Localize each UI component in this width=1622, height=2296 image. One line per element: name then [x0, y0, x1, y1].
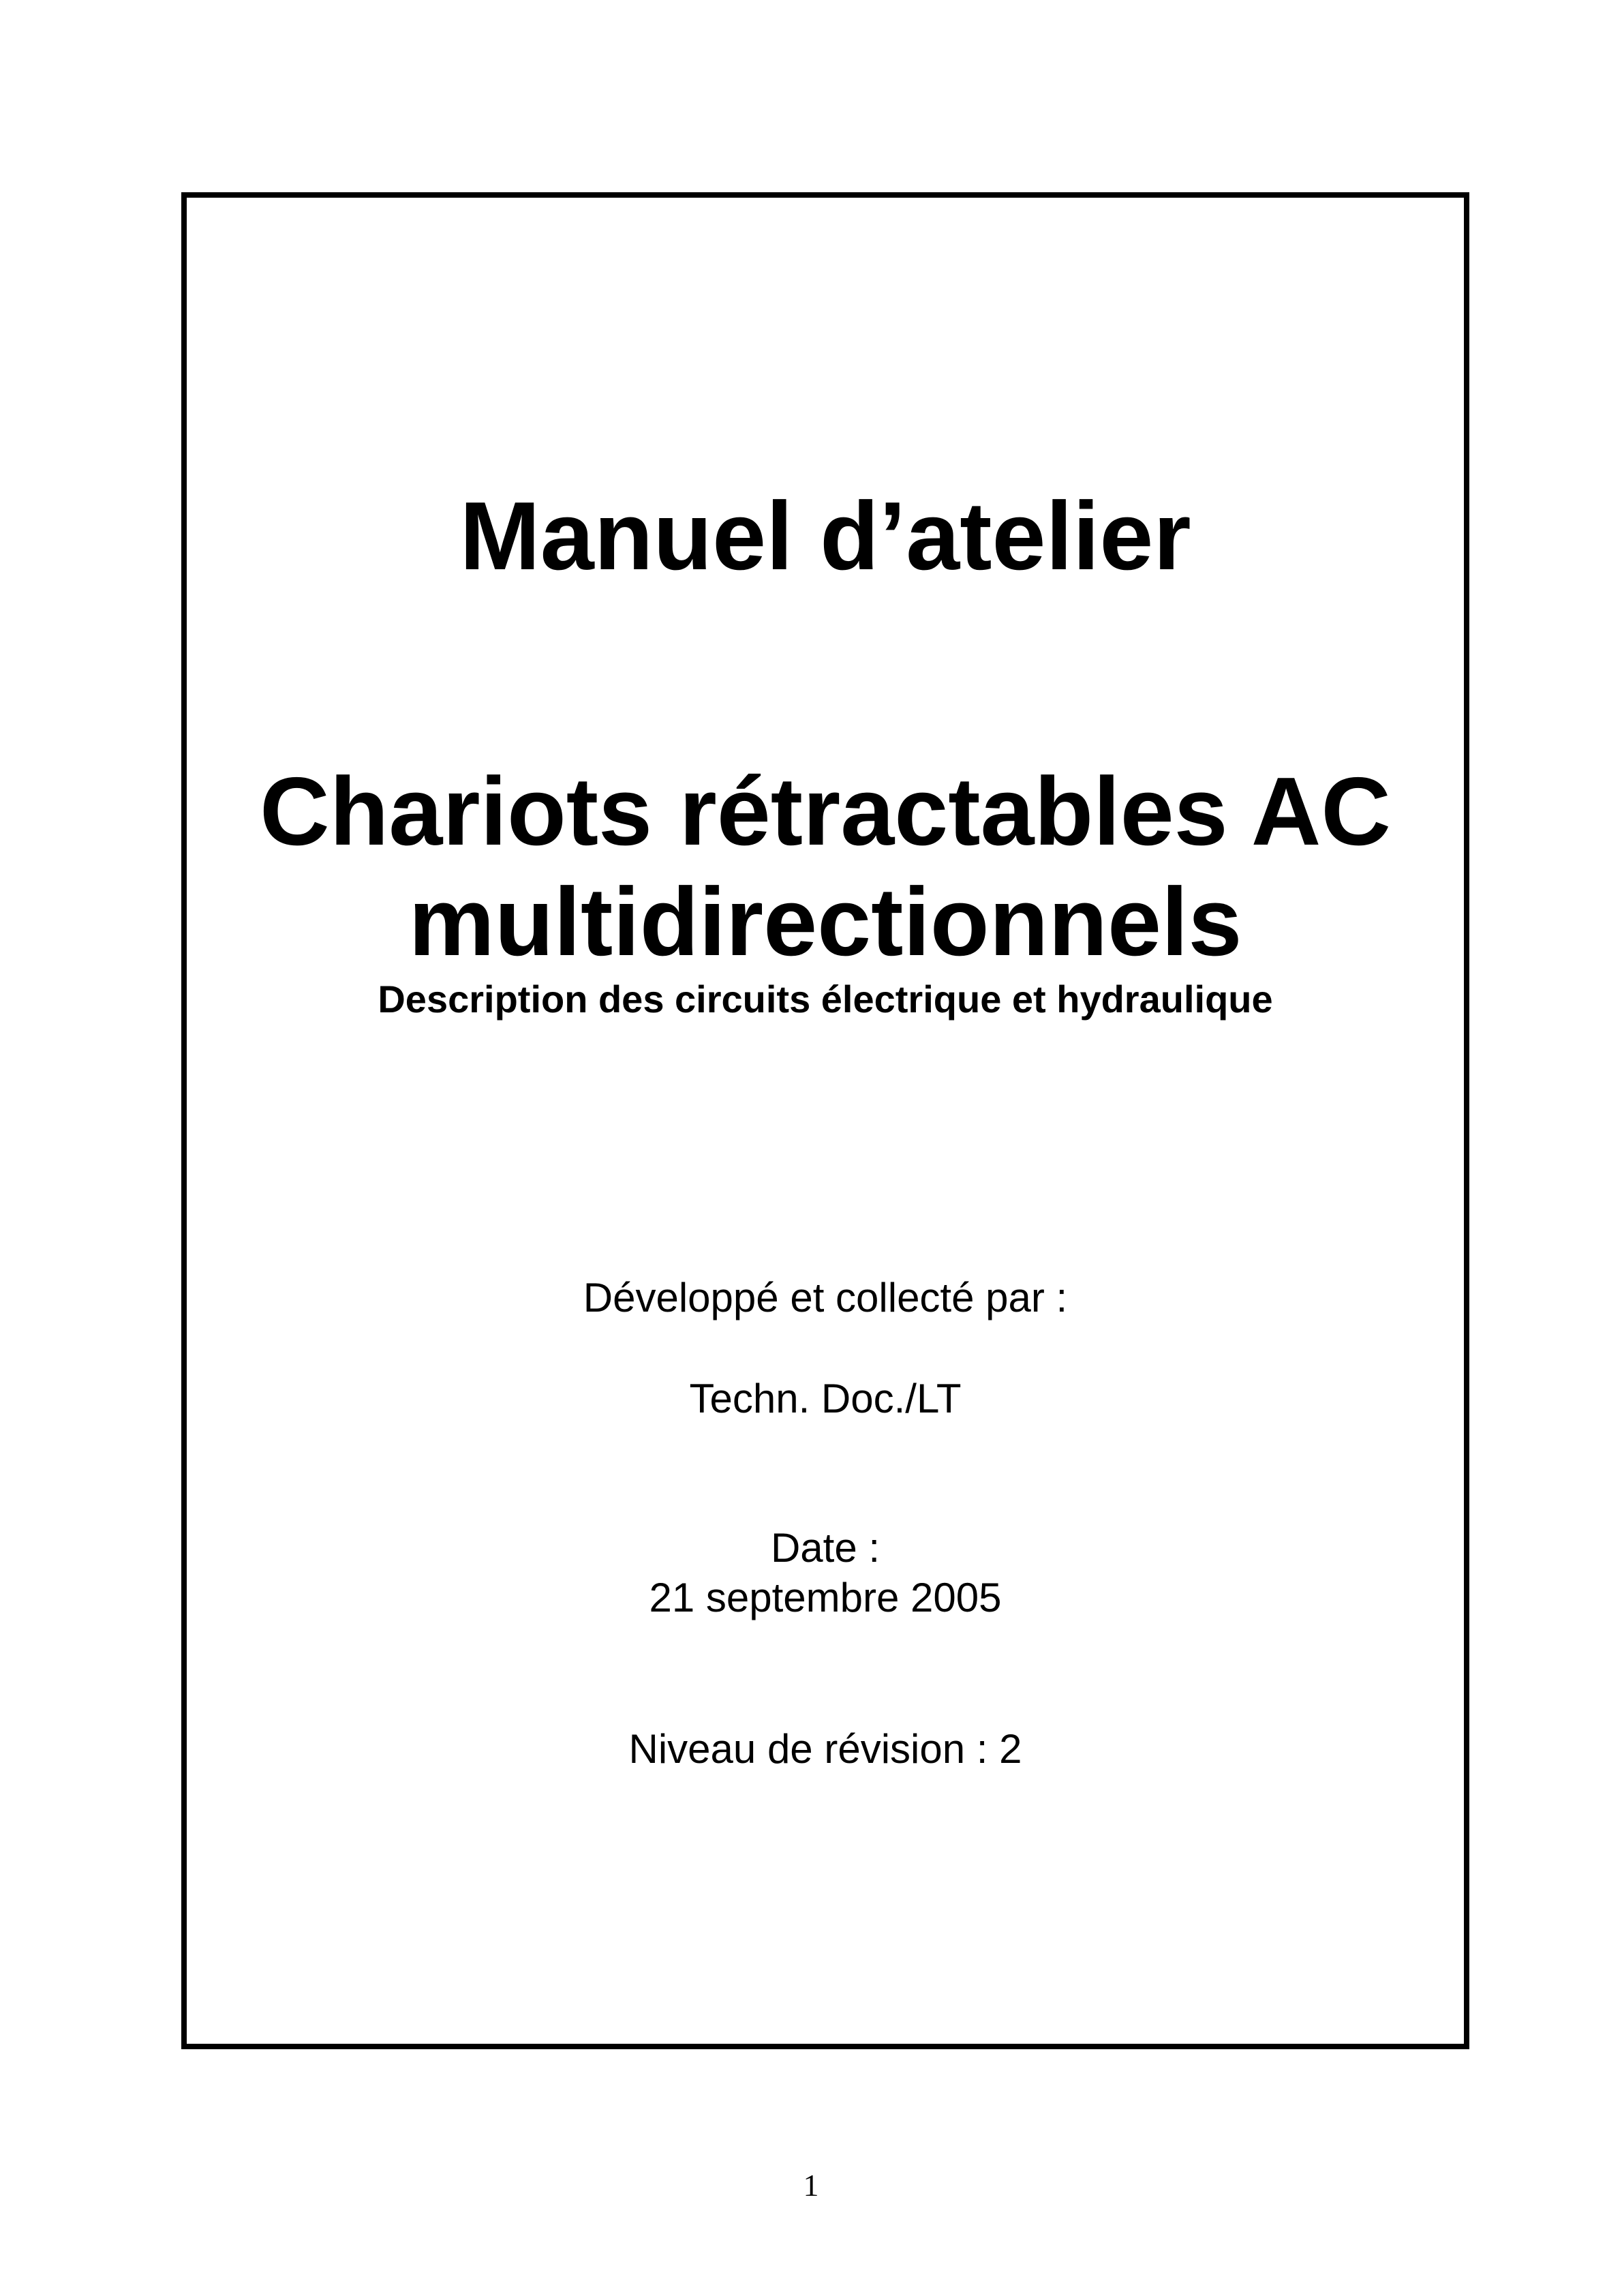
date-value: 21 septembre 2005 [649, 1575, 1002, 1620]
document-subject-line-2: multidirectionnels [408, 867, 1242, 976]
document-subject-line-1: Chariots rétractables AC [260, 757, 1391, 866]
developed-by-label: Développé et collecté par : [583, 1275, 1068, 1320]
document-subject [181, 757, 1469, 978]
document-subtitle: Description des circuits électrique et hydraulique [378, 978, 1273, 1021]
page-number: 1 [803, 2168, 819, 2203]
date-label: Date : [770, 1525, 881, 1571]
developed-by-value: Techn. Doc./LT [689, 1376, 962, 1421]
revision-level: Niveau de révision : 2 [628, 1726, 1022, 1772]
document-title: Manuel d’atelier [459, 482, 1191, 590]
